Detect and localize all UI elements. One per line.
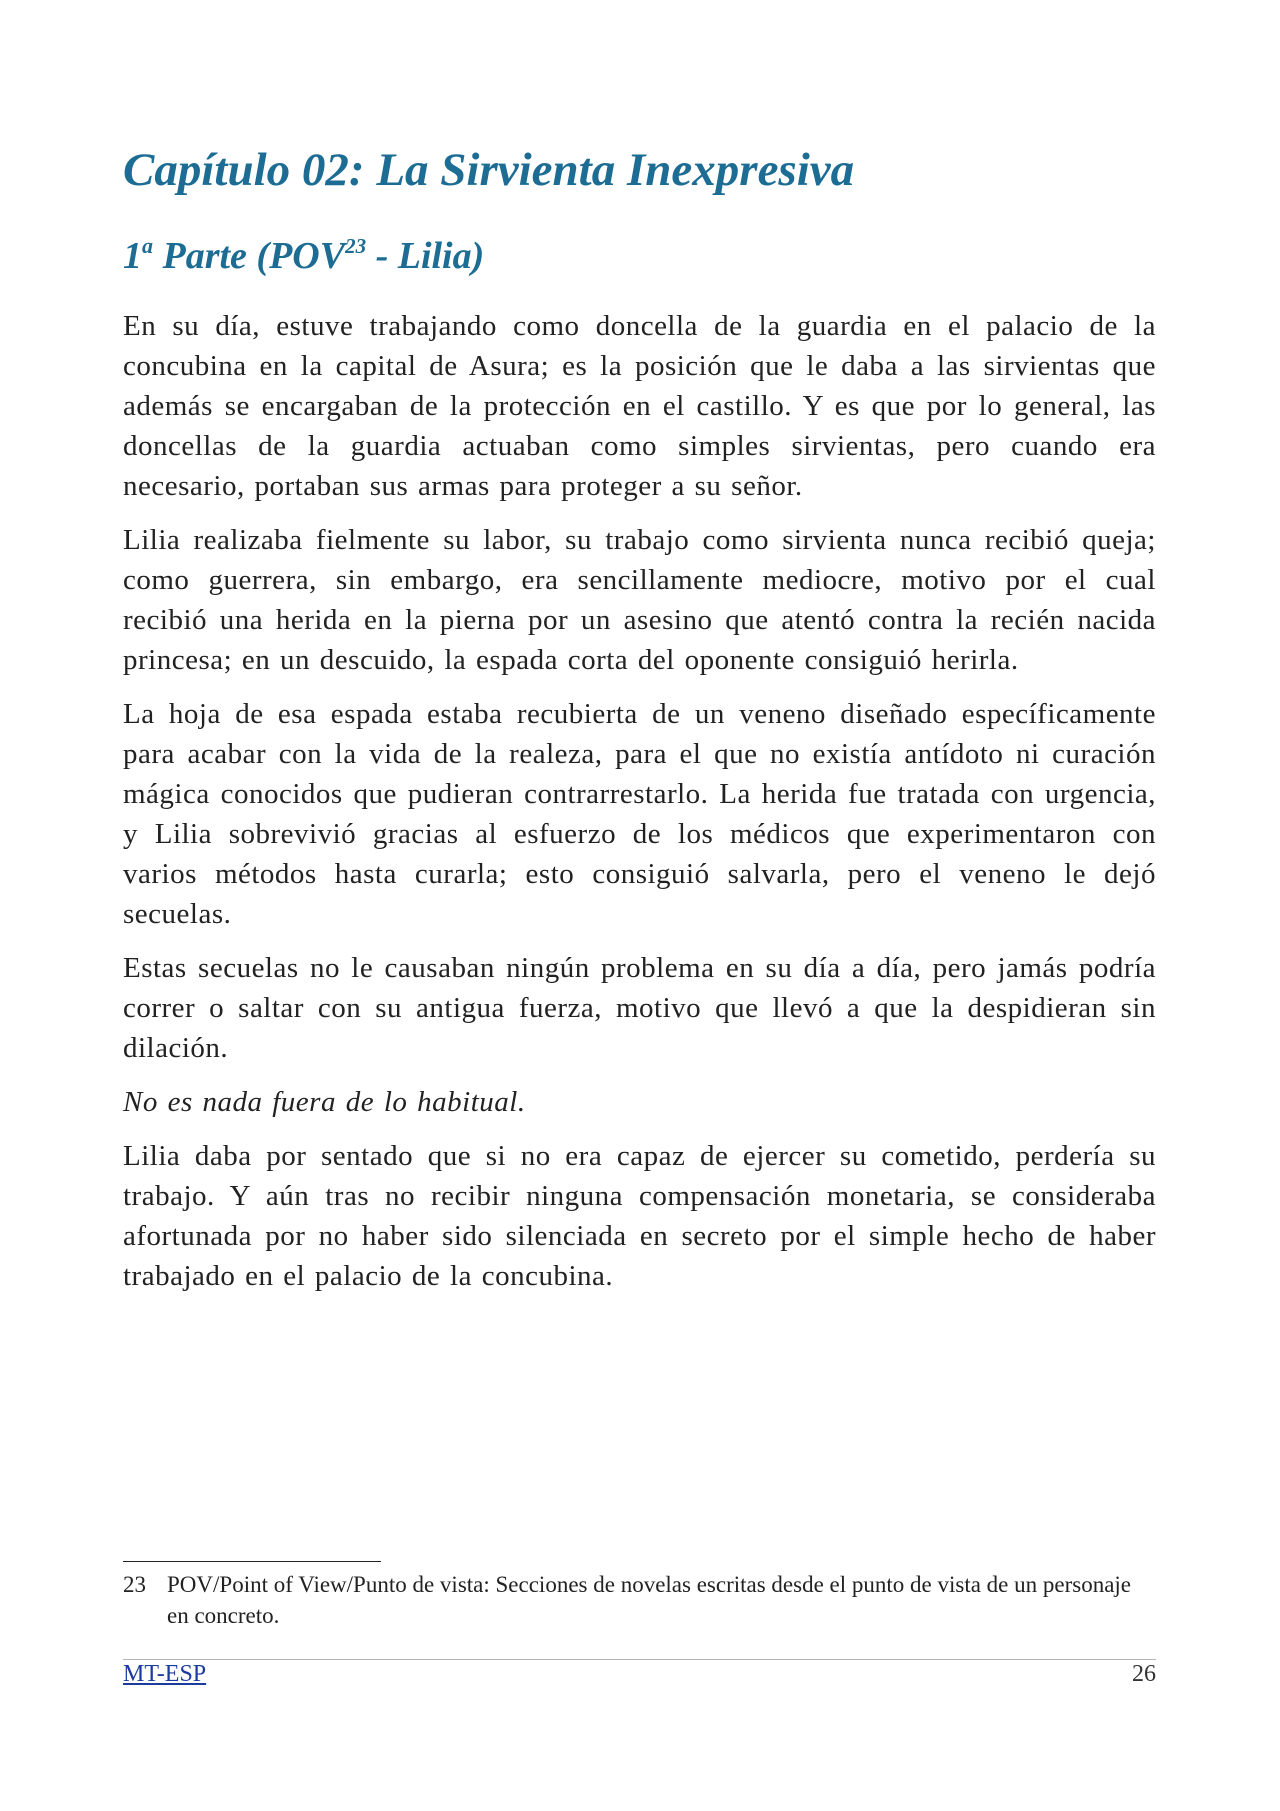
footnote-reference[interactable]: 23 — [345, 234, 367, 258]
body-text — [123, 306, 1156, 1310]
section-heading-text: Parte (POV — [153, 235, 346, 277]
section-number: 1 — [123, 235, 142, 277]
paragraph: En su día, estuve trabajando como doncella de la guardia en el palacio de la concubina en la capital de Asura; es la posición que le daba a las sirvientas que además se encargaban de la protección en el castillo. Y es que por lo general, las doncellas de la guardia actuaban como simples sirvientas, pero cuando era necesario, portaban sus armas para proteger a su señor. — [123, 310, 1156, 502]
italic-paragraph: No es nada fuera de lo habitual. — [123, 1086, 526, 1118]
section-title — [123, 234, 484, 280]
section-ordinal: a — [142, 233, 153, 258]
section-pov-name: - Lilia) — [366, 235, 485, 277]
footer-divider — [123, 1659, 1156, 1660]
footnote-divider — [123, 1561, 381, 1562]
paragraph: Lilia realizaba fielmente su labor, su trabajo como sirvienta nunca recibió queja; como guerrera, sin embargo, era sencillamente mediocre, motivo por el cual recibió una herida en la pierna por un asesino que atentó contra la recién nacida princesa; en un descuido, la espada corta del oponente consiguió herirla. — [123, 524, 1156, 676]
paragraph: Estas secuelas no le causaban ningún problema en su día a día, pero jamás podría correr o saltar con su antigua fuerza, motivo que llevó a que la despidieran sin dilación. — [123, 952, 1156, 1064]
page-number: 26 — [1132, 1661, 1156, 1687]
paragraph: La hoja de esa espada estaba recubierta de un veneno diseñado específicamente para acabar con la vida de la realeza, para el que no existía antídoto ni curación mágica conocidos que pudieran contrarrestarlo. La herida fue tratada con urgencia, y Lilia sobrevivió gracias al esfuerzo de los médicos que experimentaron con varios métodos hasta curarla; esto consiguió salvarla, pero el veneno le dejó secuelas. — [123, 698, 1156, 930]
footnote-text: POV/Point of View/Punto de vista: Secciones de novelas escritas desde el punto de vista de un personaje en concreto. — [167, 1572, 1132, 1628]
chapter-title: Capítulo 02: La Sirvienta Inexpresiva — [123, 144, 855, 196]
footnote-number: 23 — [123, 1572, 146, 1597]
footnote — [123, 1569, 1156, 1631]
footer-link[interactable]: MT-ESP — [123, 1661, 207, 1687]
document-page — [123, 0, 1156, 1811]
paragraph: Lilia daba por sentado que si no era capaz de ejercer su cometido, perdería su trabajo. Y aún tras no recibir ninguna compensación monetaria, se consideraba afortunada por no haber sido silenciada en secreto por el simple hecho de haber trabajado en el palacio de la concubina. — [123, 1140, 1156, 1292]
